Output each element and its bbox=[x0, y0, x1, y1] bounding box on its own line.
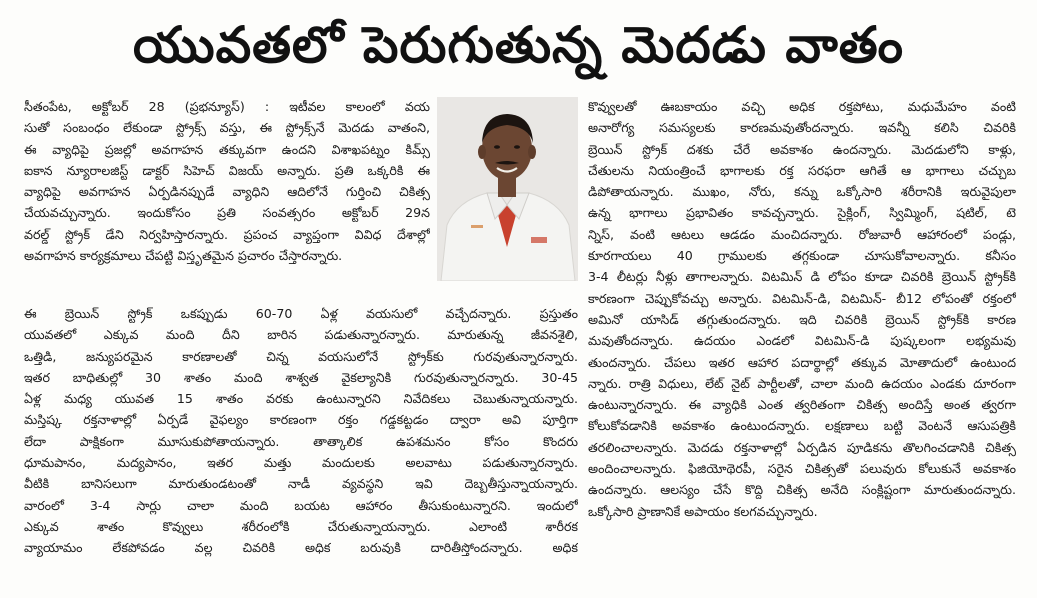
text-line: మస్తిష్క రక్తనాళాల్లో ఏర్పడే వైఫల్యం కారణంగా రక్తం గడ్డకట్టడం ద్వారా అవి పూర్తిగా bbox=[24, 412, 578, 428]
doctor-portrait-icon bbox=[437, 97, 578, 281]
text-line: వరల్డ్ స్ట్రోక్ డేని నిర్వహిస్తారన్నారు. ప్రపంచ వ్యాప్తంగా వివిధ దేశాల్లో bbox=[24, 226, 430, 242]
text-line: వ్యాధిపై అవగాహన ఏర్పడినప్పుడే వ్యాధిని ఆదిలోనే గుర్తించి చికిత్స bbox=[24, 184, 430, 200]
text-line: ఒత్తిడి, జన్యుపరమైన కారణాలతో చిన్న వయసులోనే స్ట్రోక్‌కు గురవుతున్నారన్నారు. bbox=[24, 348, 578, 364]
text-line: ఐకాన న్యూరాలజిస్ట్ డాక్టర్ సిహెచ్ విజయ్ అన్నారు. ప్రతి ఒక్కరికి ఈ bbox=[24, 162, 430, 178]
text-line: ఈ వ్యాధిపై ప్రజల్లో అవగాహన తక్కువగా ఉందని విశాఖపట్నం కిమ్స్ bbox=[24, 141, 430, 157]
headline: యువతలో పెరుగుతున్న మెదడు వాతం bbox=[133, 16, 904, 74]
text-line: ఇతర బాధితుల్లో 30 శాతం మంది శాశ్వత వైకల్యానికి గురవుతున్నారన్నారు. 30-45 bbox=[24, 369, 578, 385]
text-line: చేయవచ్చున్నారు. ఇందుకోసం ప్రతి సంవత్సరం అక్టోబర్ 29న bbox=[24, 205, 430, 221]
left-column-top bbox=[24, 96, 430, 301]
text-line: కొవ్వులతో ఊబకాయం వచ్చి అధిక రక్తపోటు, మధుమేహం వంటి bbox=[588, 99, 1016, 114]
text-line: ధూమపానం, మద్యపానం, ఇతర మత్తు మందులకు అలవాటు పడుతున్నారన్నారు. bbox=[24, 455, 578, 471]
text-line: కూరగాయలు 40 గ్రాములకు తగ్గకుండా చూసుకోవాలన్నారు. కనీసం bbox=[588, 248, 1016, 264]
text-line: సీతంపేట, అక్టోబర్ 28 (ప్రభన్యూస్) : ఇటీవల కాలంలో వయ bbox=[24, 99, 430, 114]
photo-caption-space bbox=[437, 281, 578, 301]
text-line: లేదా పాక్షికంగా మూసుకుపోతాయన్నారు. తాత్కాలిక ఉపశమనం కోసం కొందరు bbox=[24, 433, 578, 449]
doctor-photo bbox=[437, 97, 578, 281]
text-line: న్నారు. రాత్రి విధులు, లేట్ నైట్ పార్టీలతో, చాలా మంది ఉదయం ఎండకు దూరంగా bbox=[588, 375, 1016, 391]
text-line: బ్రెయిన్ స్ట్రోక్ దశకు చేరే అవకాశం ఉందన్నారు. మెదడులోని కాళ్లు, bbox=[588, 141, 1016, 157]
text-line: ఉంటున్నారన్నారు. ఈ వ్యాధికి ఎంత త్వరితంగా చికిత్స అందిస్తే అంత త్వరగా bbox=[588, 397, 1016, 413]
right-column bbox=[588, 96, 1016, 596]
text-line: అవగాహన కార్యక్రమాలు చేపట్టి విస్తృతమైన ప్రచారం చేస్తారన్నారు. bbox=[24, 248, 343, 264]
text-line: ఎక్కువ శాతం కొవ్వులు శరీరంలోకి చేరుతున్నాయన్నారు. ఎలాంటి శారీరక bbox=[24, 518, 578, 534]
text-line: తరలించాలన్నారు. మెదడు రక్తనాళాల్లో ఏర్పడిన పూడికను తొలగించడానికి చికిత్స bbox=[588, 439, 1016, 455]
text-line: ఈ బ్రెయిన్ స్ట్రోక్ ఒకప్పుడు 60-70 ఏళ్ల వయసులో వచ్చేదన్నారు. ప్రస్తుతం bbox=[24, 306, 578, 321]
text-line: వారంలో 3-4 సార్లు చాలా మంది బయట ఆహారం తీసుకుంటున్నారని. ఇందులో bbox=[24, 497, 578, 513]
text-line: యువతలో ఎక్కువ మంది దీని బారిన పడుతున్నారన్నారు. మారుతున్న జీవనశైలి, bbox=[24, 327, 578, 343]
text-line: ఒక్కోసారి ప్రాణానికే అపాయం కలగవచ్చున్నారు. bbox=[588, 503, 818, 519]
text-line: అందించాలన్నారు. ఫిజియోథెరపీ, సరైన చికిత్సతో పలువురు కోలుకునే అవకాశం bbox=[588, 461, 1016, 477]
text-line: వీటికి బానిసలుగా మారుతుండటంతో నాడీ వ్యవస్థని ఇవి దెబ్బతీస్తున్నాయన్నారు. bbox=[24, 476, 578, 492]
text-line: ఉందన్నారు. ఆలస్యం చేసే కొద్ది చికిత్స అనేది సంక్లిష్టంగా మారుతుందన్నారు. bbox=[588, 482, 1016, 498]
text-line: అమినో యాసిడ్ తగ్గుతుందన్నారు. ఇది చివరికి బ్రెయిన్ స్ట్రోక్‌కి కారణ bbox=[588, 311, 1016, 327]
text-line: 3-4 లీటర్లు నీళ్లు తాగాలన్నారు. విటమిన్ డి లోపం కూడా చివరికి బ్రెయిన్ స్ట్రోక్‌కి bbox=[588, 269, 1016, 285]
text-line: న్నిస్, వంటి ఆటలు ఆడడం మంచిదన్నారు. రోజువారీ ఆహారంలో పండ్లు, bbox=[588, 226, 1016, 242]
text-line: డిపోతాయన్నారు. ముఖం, నోరు, కన్ను ఒక్కోసారి శరీరానికి ఇరువైపులా bbox=[588, 184, 1016, 200]
left-column-bottom bbox=[24, 303, 578, 598]
text-line: మవుతోందన్నారు. ఉదయం ఎండలో విటమిన్-డి పుష్కలంగా లభ్యమవు bbox=[588, 333, 1016, 349]
text-line: తుందన్నారు. చేపలు ఇతర ఆహార పదార్థాల్లో తక్కువ మోతాదులో ఉంటుంద bbox=[588, 354, 1016, 370]
text-line: అనారోగ్య సమస్యలకు కారణమవుతోందన్నారు. ఇవన్నీ కలిసి చివరికి bbox=[588, 120, 1016, 136]
text-line: కారణంగా చెప్పుకోవచ్చు అన్నారు. విటమిన్-డి, విటమిన్- బీ12 లోపంతో రక్తంలో bbox=[588, 290, 1016, 306]
text-line: సుతో సంబంధం లేకుండా స్ట్రోక్స్ వస్తు, ఈ స్ట్రోక్స్‌నే మెదడు వాతంని, bbox=[24, 120, 430, 136]
text-line: ఏళ్ల మధ్య యువత 15 శాతం వరకు ఉంటున్నారని నివేదికలు చెబుతున్నాయన్నారు. bbox=[24, 391, 578, 407]
text-line: కోలుకోవడానికి అవకాశం ఉంటుందన్నారు. లక్షణాలు బట్టి వెంటనే ఆసుపత్రికి bbox=[588, 418, 1016, 434]
text-line: ఉన్న భాగాలు ప్రభావితం కావచ్చన్నారు. సైక్లింగ్, స్విమ్మింగ్, షటిల్, టె bbox=[588, 205, 1016, 221]
text-line: వ్యాయామం లేకపోవడం వల్ల చివరికి అధిక బరువుకి దారితీస్తోందన్నారు. అధిక bbox=[24, 540, 578, 556]
text-line: చేతులను నియంత్రించే భాగాలకు రక్త సరఫరా ఆగితే ఆ భాగాలు చచ్చుబ bbox=[588, 162, 1016, 178]
